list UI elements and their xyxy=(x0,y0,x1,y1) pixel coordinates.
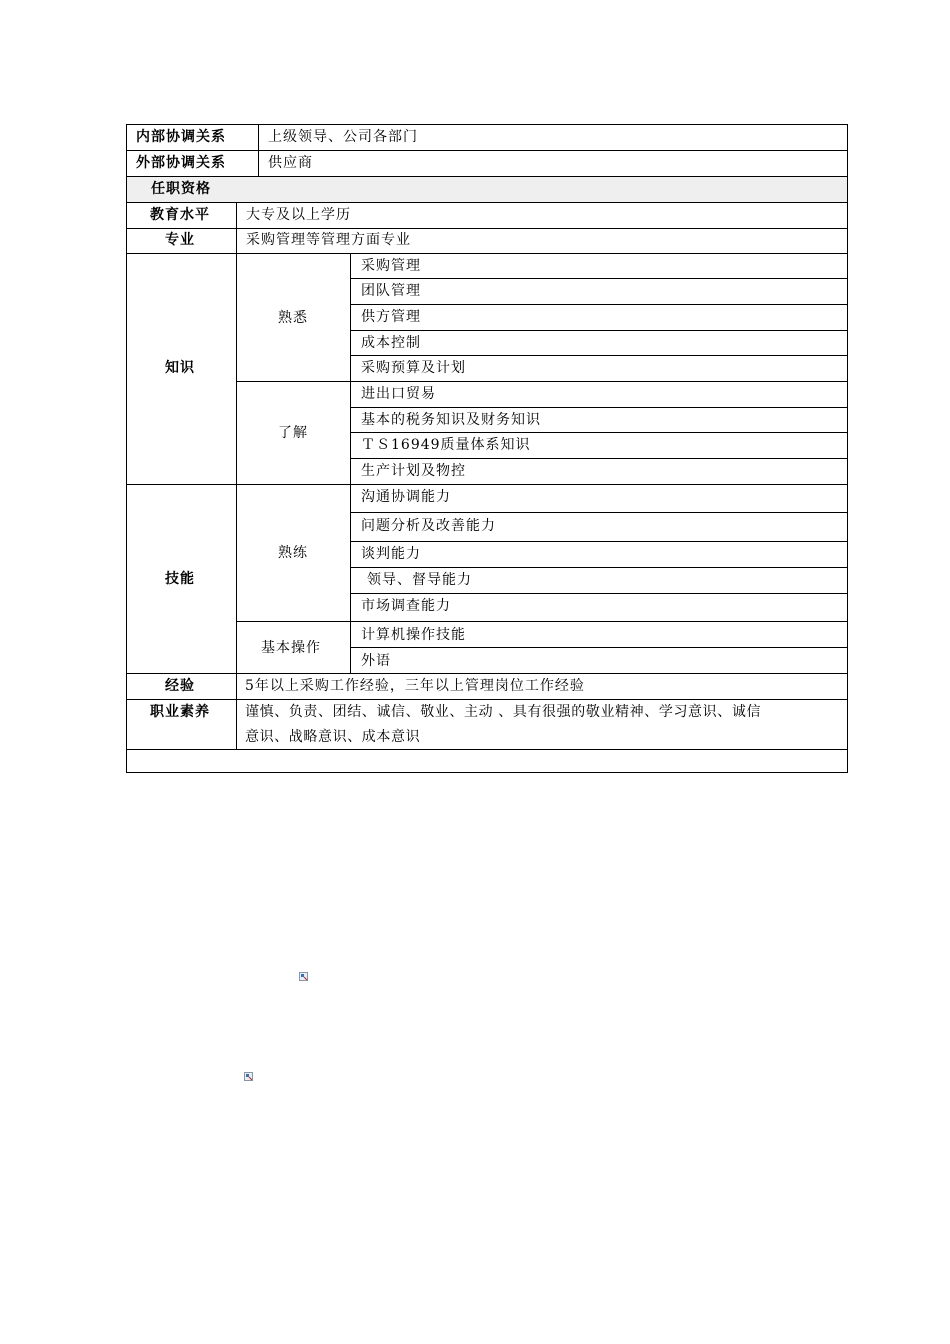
list-item: 外语 xyxy=(361,653,391,669)
list-item: 成本控制 xyxy=(361,335,421,351)
internal-coordination-value: 上级领导、公司各部门 xyxy=(268,129,418,145)
skills-label: 技能 xyxy=(165,571,195,587)
knowledge-understand-label: 了解 xyxy=(278,425,308,441)
list-item: 采购预算及计划 xyxy=(361,360,466,376)
professionalism-line-2: 意识、战略意识、成本意识 xyxy=(245,729,421,745)
list-item: 市场调查能力 xyxy=(361,598,451,614)
list-item: 问题分析及改善能力 xyxy=(361,518,496,534)
experience-value: 5年以上采购工作经验，三年以上管理岗位工作经验 xyxy=(245,678,585,694)
education-label: 教育水平 xyxy=(150,207,210,223)
major-value: 采购管理等管理方面专业 xyxy=(246,232,411,248)
skills-basic-label: 基本操作 xyxy=(261,640,321,656)
list-item: 生产计划及物控 xyxy=(361,463,466,479)
list-item: 基本的税务知识及财务知识 xyxy=(361,412,541,428)
list-item: ＴＳ16949质量体系知识 xyxy=(361,437,531,453)
list-item: 团队管理 xyxy=(361,283,421,299)
knowledge-label: 知识 xyxy=(165,360,195,376)
internal-coordination-label: 内部协调关系 xyxy=(136,129,226,145)
list-item: 进出口贸易 xyxy=(361,386,436,402)
skills-proficient-label: 熟练 xyxy=(278,545,308,561)
list-item: 采购管理 xyxy=(361,258,421,274)
education-value: 大专及以上学历 xyxy=(246,207,351,223)
list-item: 沟通协调能力 xyxy=(361,489,451,505)
list-item: 领导、督导能力 xyxy=(367,572,472,588)
external-coordination-value: 供应商 xyxy=(268,155,313,171)
professionalism-line-1: 谨慎、负责、团结、诚信、敬业、主动 、具有很强的敬业精神、学习意识、诚信 xyxy=(245,704,762,720)
external-coordination-label: 外部协调关系 xyxy=(136,155,226,171)
experience-label: 经验 xyxy=(165,678,195,694)
major-label: 专业 xyxy=(165,232,195,248)
broken-image-icon xyxy=(299,972,308,981)
section-title: 任职资格 xyxy=(151,181,211,197)
list-item: 谈判能力 xyxy=(361,546,421,562)
professionalism-label: 职业素养 xyxy=(150,704,210,720)
broken-image-icon xyxy=(244,1072,253,1081)
knowledge-familiar-label: 熟悉 xyxy=(278,310,308,326)
section-band xyxy=(127,176,847,202)
list-item: 供方管理 xyxy=(361,309,421,325)
list-item: 计算机操作技能 xyxy=(361,627,466,643)
